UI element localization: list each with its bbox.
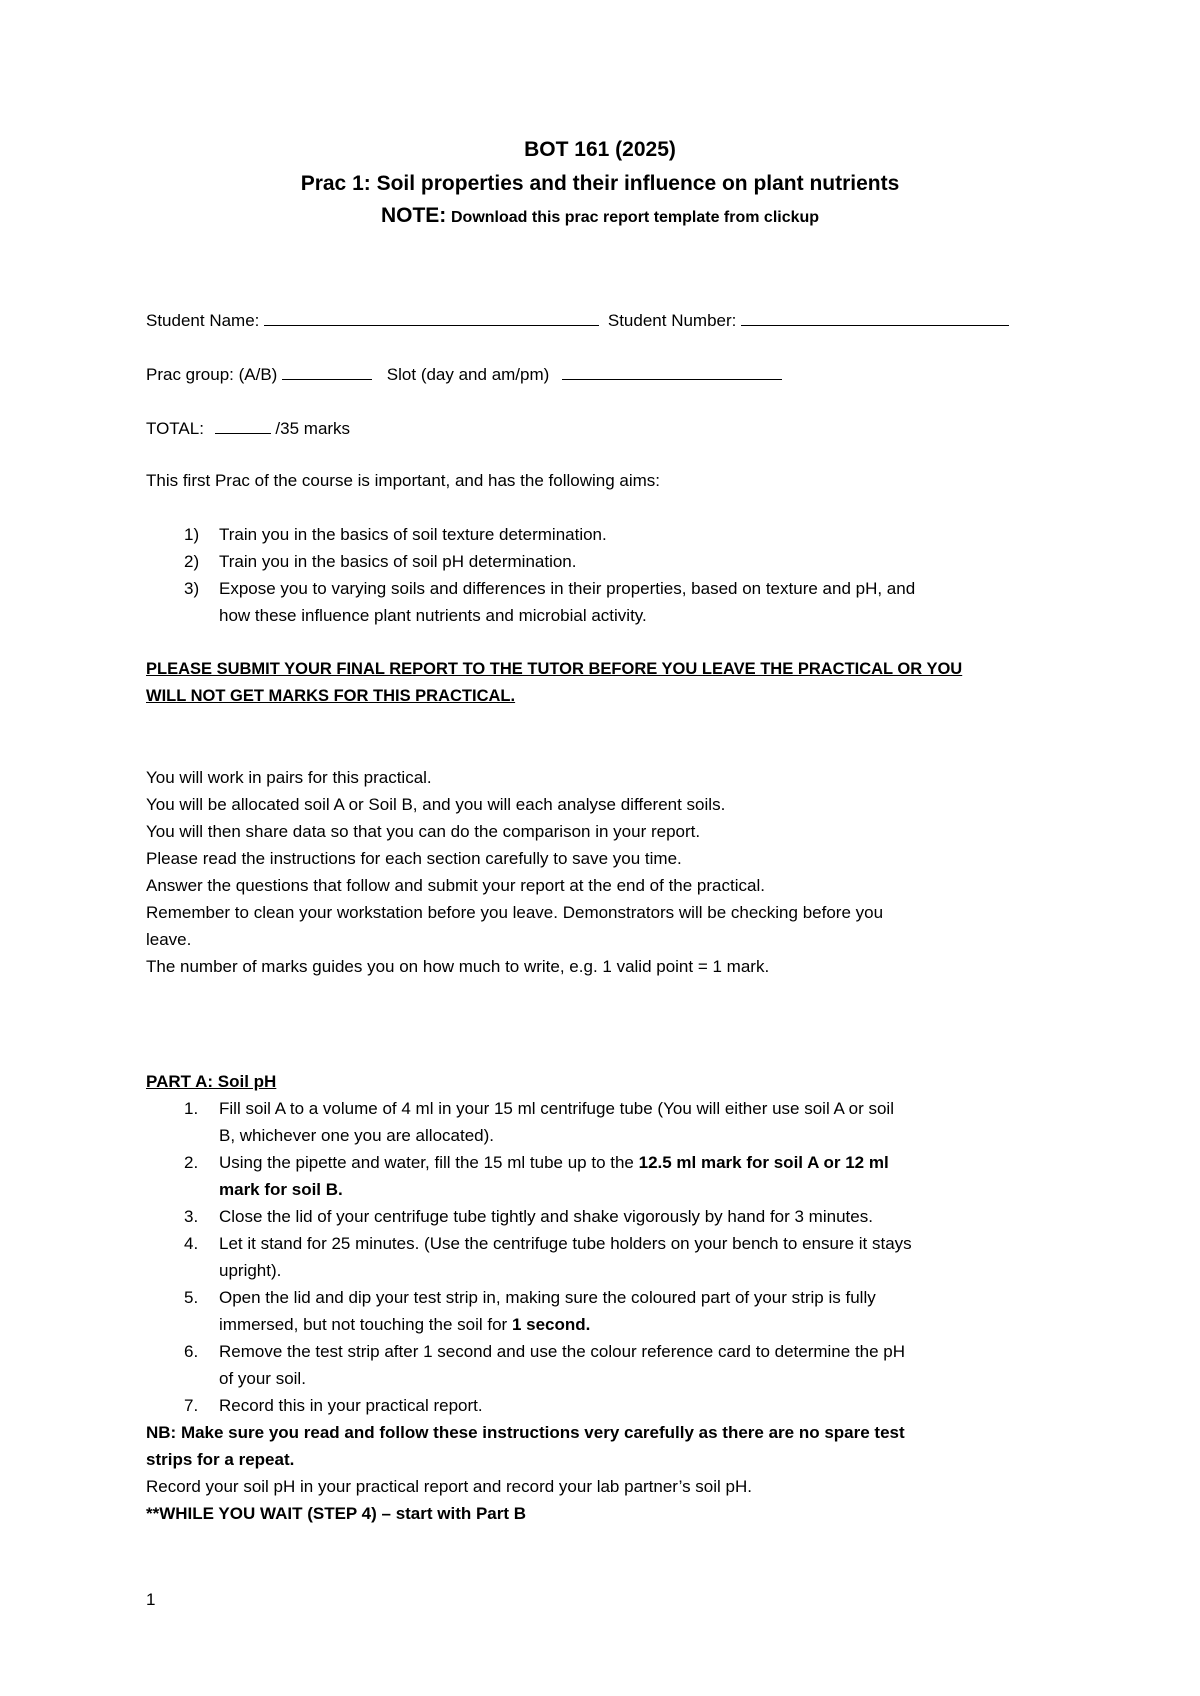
step-number: 4.: [184, 1234, 199, 1253]
aim-text: Expose you to varying soils and differences in their properties, based on texture and pH, and: [219, 579, 916, 598]
aim-text: how these influence plant nutrients and microbial activity.: [219, 606, 647, 625]
step-number: 1.: [184, 1099, 199, 1118]
student-name-label: Student Name:: [146, 311, 260, 330]
aim-number: 3): [184, 579, 200, 598]
aims-intro: This first Prac of the course is important, and has the following aims:: [146, 471, 661, 490]
instruction-line: Answer the questions that follow and submit your report at the end of the practical.: [146, 876, 765, 895]
step-text: Close the lid of your centrifuge tube tightly and shake vigorously by hand for 3 minutes.: [219, 1207, 873, 1226]
student-name-row: [146, 309, 1009, 331]
warning-line-1: PLEASE SUBMIT YOUR FINAL REPORT TO THE TUTOR BEFORE YOU LEAVE THE PRACTICAL OR YOU: [146, 660, 963, 678]
step-text-bold: 12.5 ml mark for soil A or 12 ml: [638, 1153, 889, 1172]
step-number: 6.: [184, 1342, 199, 1361]
total-row: [146, 417, 350, 439]
instruction-line: leave.: [146, 930, 192, 949]
nb-line-2: strips for a repeat.: [146, 1450, 295, 1469]
step-text: Fill soil A to a volume of 4 ml in your 15 ml centrifuge tube (You will either use soil A or soil: [219, 1099, 894, 1118]
instruction-line: Please read the instructions for each section carefully to save you time.: [146, 849, 682, 868]
prac-group-field[interactable]: [282, 363, 372, 380]
record-line: Record your soil pH in your practical report and record your lab partner’s soil pH.: [146, 1477, 752, 1496]
aim-number: 1): [184, 525, 200, 544]
instruction-line: Remember to clean your workstation before you leave. Demonstrators will be checking before you: [146, 903, 884, 922]
nb-line-1: NB: Make sure you read and follow these instructions very carefully as there are no spare test: [146, 1423, 905, 1442]
student-name-field[interactable]: [264, 309, 599, 326]
aim-text: Train you in the basics of soil texture determination.: [219, 525, 607, 544]
prac-group-label: Prac group: (A/B): [146, 365, 278, 384]
step-text: mark for soil B.: [219, 1180, 343, 1199]
course-title: BOT 161 (2025): [524, 138, 676, 161]
aim-number: 2): [184, 552, 200, 571]
step-text: of your soil.: [219, 1369, 306, 1388]
step-text: upright).: [219, 1261, 282, 1280]
wait-line: **WHILE YOU WAIT (STEP 4) – start with Part B: [146, 1504, 527, 1523]
step-text: Record this in your practical report.: [219, 1396, 483, 1415]
prac-group-row: [146, 363, 782, 385]
step-number: 2.: [184, 1153, 199, 1172]
total-field[interactable]: [215, 417, 271, 434]
step-number: 7.: [184, 1396, 199, 1415]
step-text: B, whichever one you are allocated).: [219, 1126, 494, 1145]
note-text: Download this prac report template from clickup: [451, 209, 820, 226]
step-text-bold: 1 second.: [511, 1315, 591, 1334]
part-a-heading: PART A: Soil pH: [146, 1072, 277, 1091]
step-text: Open the lid and dip your test strip in, making sure the coloured part of your strip is fully: [219, 1288, 876, 1307]
student-number-label: Student Number:: [607, 311, 737, 330]
step-text: Let it stand for 25 minutes. (Use the centrifuge tube holders on your bench to ensure it stays: [219, 1234, 912, 1253]
student-number-field[interactable]: [741, 309, 1009, 326]
note-line: [0, 204, 1200, 228]
instruction-line: The number of marks guides you on how much to write, e.g. 1 valid point = 1 mark.: [146, 957, 770, 976]
page-number: 1: [146, 1590, 156, 1609]
total-label: TOTAL:: [146, 419, 204, 438]
prac-title: Prac 1: Soil properties and their influence on plant nutrients: [300, 172, 900, 195]
aim-text: Train you in the basics of soil pH determination.: [219, 552, 577, 571]
note-label: NOTE:: [380, 204, 447, 227]
total-suffix: /35 marks: [275, 419, 351, 438]
instruction-line: You will then share data so that you can do the comparison in your report.: [146, 822, 701, 841]
slot-label: Slot (day and am/pm): [386, 365, 550, 384]
step-number: 3.: [184, 1207, 199, 1226]
warning-line-2: WILL NOT GET MARKS FOR THIS PRACTICAL.: [146, 687, 516, 705]
step-text-plain: immersed, but not touching the soil for: [219, 1315, 512, 1334]
instruction-line: You will work in pairs for this practical.: [146, 768, 432, 787]
step-text: [219, 1315, 590, 1335]
step-text: Remove the test strip after 1 second and use the colour reference card to determine the pH: [219, 1342, 906, 1361]
step-number: 5.: [184, 1288, 199, 1307]
step-text: [219, 1153, 889, 1173]
step-text-plain: Using the pipette and water, fill the 15 ml tube up to the: [219, 1153, 639, 1172]
slot-field[interactable]: [562, 363, 782, 380]
instruction-line: You will be allocated soil A or Soil B, and you will each analyse different soils.: [146, 795, 726, 814]
